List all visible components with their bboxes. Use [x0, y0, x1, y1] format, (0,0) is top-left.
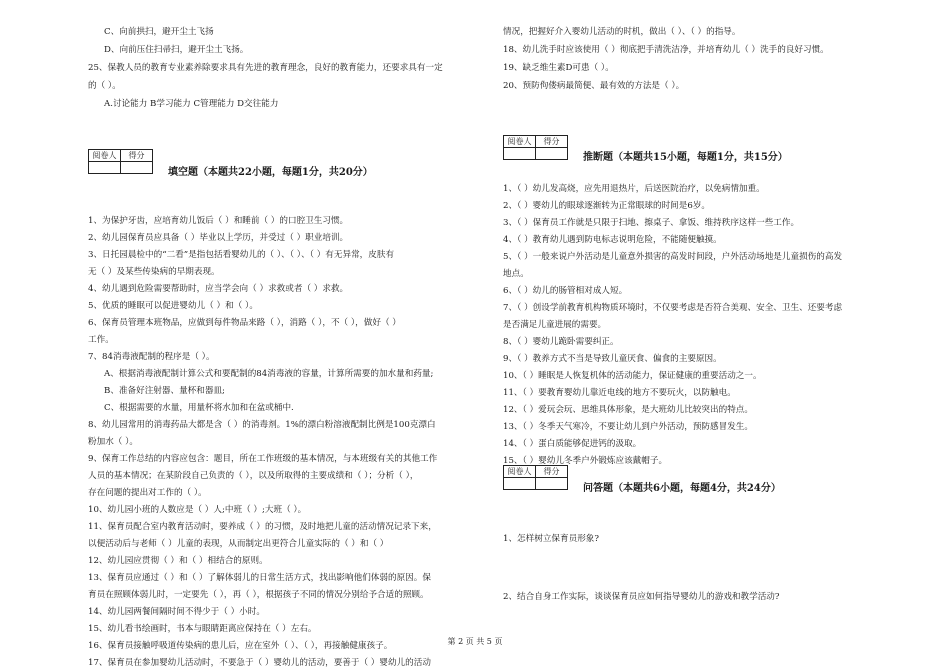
right-text-line: 6、（ ）幼儿的肠管相对成人短。	[503, 286, 628, 296]
left-text-line: A、根据消毒液配制计算公式和要配制的84消毒液的容量，计算所需要的加水量和药量;	[104, 369, 434, 379]
left-text-line: 11、保育员配合室内教育活动时，要养成（ ）的习惯，及时地把儿童的活动情况记录下来，	[88, 522, 437, 532]
left-text-line: 12、幼儿园应贯彻（ ）和（ ）相结合的原则。	[88, 556, 268, 566]
left-text-line: 4、幼儿遇到危险需要帮助时，应当学会向（ ）求救或者（ ）求救。	[88, 284, 349, 294]
left-text-line: 存在问题的提出对工作的（ ）。	[88, 488, 207, 498]
right-text-line: 14、（ ）蛋白质能够促进钙的汲取。	[503, 439, 642, 449]
reviewer-cell[interactable]	[504, 478, 536, 490]
score-cell[interactable]	[536, 148, 568, 160]
left-text-line: 14、幼儿园两餐间隔时间不得少于（ ）小时。	[88, 607, 265, 617]
left-text-line: 工作。	[88, 335, 114, 345]
right-text-line: 1、（ ）幼儿发高烧，应先用退热片，后送医院治疗，以免病情加重。	[503, 184, 765, 194]
left-text-line: 6、保育员管理本班物品，应做到每件物品来路（ ），消路（ ），不（ ），做好（ ）	[88, 318, 401, 328]
right-text-line: 7、（ ）创设学前教育机构物质环境时，不仅要考虑是否符合美观、安全、卫生、还要考虑	[503, 303, 843, 313]
left-text-line: B、准备好注射器、量杯和器皿;	[104, 386, 225, 396]
left-text-line: 以便活动后与老师（ ）儿童的表现，从而制定出更符合儿童实际的（ ）和（ ）	[88, 539, 389, 549]
right-text-line: 15、（ ）婴幼儿冬季户外锻炼应该戴帽子。	[503, 456, 668, 466]
left-text-line: 2、幼儿园保育员应具备（ ）毕业以上学历，并受过（ ）职业培训。	[88, 233, 349, 243]
score-label: 得分	[536, 136, 568, 148]
score-label: 得分	[121, 150, 153, 162]
left-text-line: 3、日托园晨检中的“二看”是指包括看婴幼儿的（ ）、（ ）、（ ）有无异常，皮肤有	[88, 250, 395, 260]
score-box-judge	[503, 135, 568, 160]
section-title-judge: 推断题（本题共15小题，每题1分，共15分）	[583, 152, 788, 163]
score-cell[interactable]	[121, 162, 153, 174]
right-text-line: 是否满足儿童进展的需要。	[503, 320, 607, 330]
score-box-qa	[503, 465, 568, 490]
score-box-fill	[88, 149, 153, 174]
left-text-line: 育员在照顾体弱儿时，一定要先（ ），再（ ），根据孩子不同的情况分别给予合适的照顾。	[88, 590, 429, 600]
left-text-line: D、向前压住扫帚扫，避开尘土飞扬。	[104, 45, 249, 55]
left-text-line: 1、为保护牙齿，应培育幼儿饭后（ ）和睡前（ ）的口腔卫生习惯。	[88, 216, 349, 226]
right-text-line: 10、（ ）睡眠是人恢复机体的活动能力，保证健康的重要活动之一。	[503, 371, 762, 381]
reviewer-label: 阅卷人	[504, 466, 536, 478]
right-text-line: 19、缺乏维生素D可患（ ）。	[503, 63, 614, 73]
left-text-line: 8、幼儿园常用的消毒药品大都是含（ ）的消毒剂。1%的漂白粉溶液配制比例是100克漂白	[88, 420, 436, 430]
left-text-line: 25、保教人员的教育专业素养除要求具有先进的教育理念，良好的教育能力，还要求具有一定	[88, 63, 443, 73]
right-text-line: 2、（ ）婴幼儿的眼球逐渐转为正常眼球的时间是6岁。	[503, 201, 711, 211]
right-text-line: 20、预防佝偻病最简便、最有效的方法是（ ）。	[503, 81, 685, 91]
right-text-line: 9、（ ）教养方式不当是导致儿童厌食、偏食的主要原因。	[503, 354, 722, 364]
left-text-line: 17、保育员在参加婴幼儿活动时，不要急于（ ）婴幼儿的活动，要善于（ ）婴幼儿的活动	[88, 658, 431, 668]
left-text-line: 粉加水（ ）。	[88, 437, 138, 447]
left-text-line: 13、保育员应通过（ ）和（ ）了解体弱儿的日常生活方式，找出影响他们体弱的原因。保	[88, 573, 431, 583]
right-text-line: 4、（ ）教育幼儿遇到防电标志说明危险，不能随便触摸。	[503, 235, 722, 245]
section-title-fill: 填空题（本题共22小题，每题1分，共20分）	[168, 167, 373, 178]
right-text-line: 1、怎样树立保育员形象?	[503, 534, 600, 544]
left-text-line: 15、幼儿看书绘画时，书本与眼睛距离应保持在（ ）左右。	[88, 624, 317, 634]
right-text-line: 2、结合自身工作实际，谈谈保育员应如何指导婴幼儿的游戏和教学活动?	[503, 592, 780, 602]
left-text-line: 16、保育员接触呼吸道传染病的患儿后，应在室外（ ）、（ ），再接触健康孩子。	[88, 641, 393, 651]
left-text-line: 无（ ）及某些传染病的早期表现。	[88, 267, 220, 277]
reviewer-cell[interactable]	[504, 148, 536, 160]
left-text-line: 10、幼儿园小班的人数应是（ ）人;中班（ ）;大班（ ）。	[88, 505, 307, 515]
left-text-line: 9、保育工作总结的内容应包含：题目，所在工作班级的基本情况，与本班级有关的其他工作	[88, 454, 438, 464]
reviewer-label: 阅卷人	[504, 136, 536, 148]
left-text-line: C、向前拱扫，避开尘土飞扬	[104, 27, 214, 37]
right-text-line: 情况，把握好介入婴幼儿活动的时机，做出（ ）、（ ）的指导。	[503, 27, 741, 37]
score-label: 得分	[536, 466, 568, 478]
right-text-line: 地点。	[503, 269, 529, 279]
left-text-line: 人员的基本情况；在某阶段自己负责的（ ），以及所取得的主要成绩和（ ）；分析（ ），	[88, 471, 419, 481]
right-text-line: 11、（ ）要教育婴幼儿靠近电线的地方不要玩火，以防触电。	[503, 388, 736, 398]
right-text-line: 18、幼儿洗手时应该使用（ ）彻底把手清洗洁净，并培育幼儿（ ）洗手的良好习惯。	[503, 45, 829, 55]
page-footer: 第 2 页 共 5 页	[447, 637, 503, 646]
right-text-line: 5、（ ）一般来说户外活动是儿童意外损害的高发时间段，户外活动场地是儿童损伤的高发	[503, 252, 843, 262]
left-text-line: 的（ ）。	[88, 81, 121, 91]
score-cell[interactable]	[536, 478, 568, 490]
section-title-qa: 问答题（本题共6小题，每题4分，共24分）	[583, 483, 781, 494]
left-text-line: A.讨论能力 B学习能力 C管理能力 D交往能力	[104, 99, 279, 109]
right-text-line: 12、（ ）爱玩会玩、思维具体形象，是大班幼儿比较突出的特点。	[503, 405, 753, 415]
right-text-line: 13、（ ）冬季天气寒冷，不要让幼儿到户外活动，预防感冒发生。	[503, 422, 753, 432]
left-text-line: C、根据需要的水量，用量杯将水加和在盆或桶中.	[104, 403, 294, 413]
left-text-line: 7、84消毒液配制的程序是（ ）。	[88, 352, 215, 362]
right-text-line: 8、（ ）婴幼儿跪卧需要纠正。	[503, 337, 619, 347]
right-text-line: 3、（ ）保育员工作就是只限于扫地、擦桌子、拿饭、维持秩序这样一些工作。	[503, 218, 800, 228]
reviewer-cell[interactable]	[89, 162, 121, 174]
reviewer-label: 阅卷人	[89, 150, 121, 162]
left-text-line: 5、优质的睡眠可以促进婴幼儿（ ）和（ ）。	[88, 301, 258, 311]
